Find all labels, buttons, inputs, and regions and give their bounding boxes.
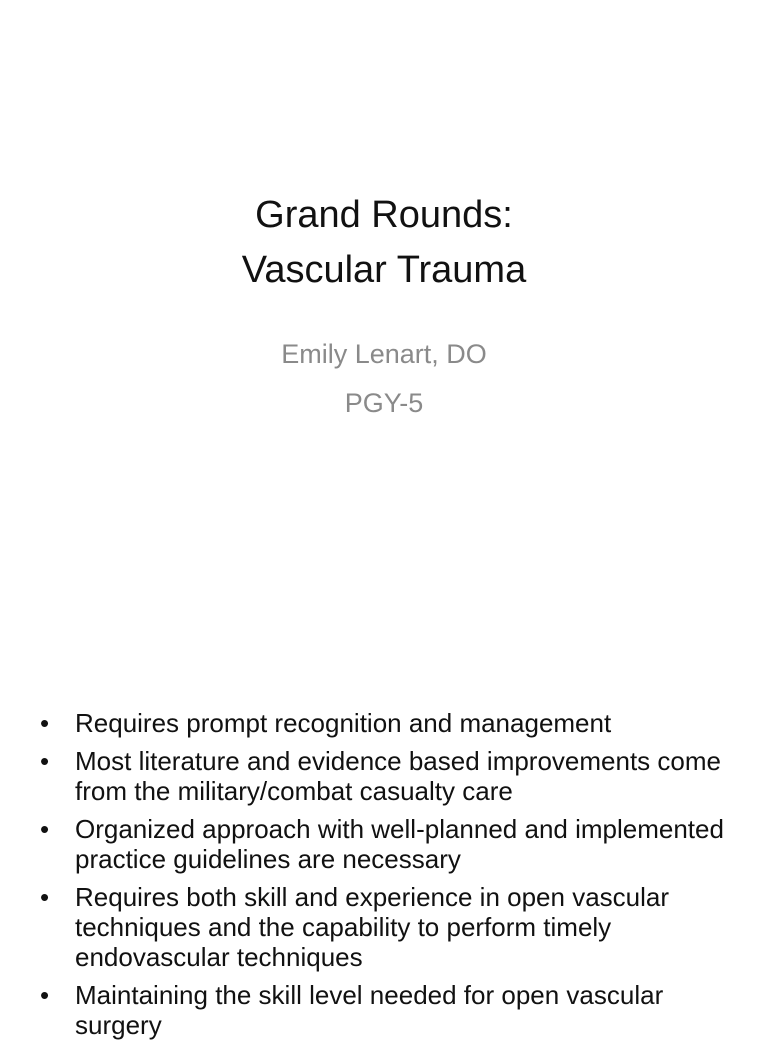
bullet-item xyxy=(40,882,740,972)
bullet-text: Requires prompt recognition and management xyxy=(75,708,612,738)
bullet-symbol: • xyxy=(40,746,50,776)
bullet-text: Organized approach with well-planned and implemented practice guidelines are necessary xyxy=(75,814,724,874)
bullet-text: Maintaining the skill level needed for open vascular surgery xyxy=(75,980,664,1040)
author-role: PGY-5 xyxy=(344,388,424,418)
bullet-item xyxy=(40,980,740,1040)
bullet-list xyxy=(40,708,740,1048)
bullet-item xyxy=(40,814,740,874)
title-line: Vascular Trauma xyxy=(241,249,527,291)
slide-title xyxy=(0,188,768,298)
bullet-text: Requires both skill and experience in open vascular techniques and the capability to perform timely endovascular techniques xyxy=(75,882,670,972)
slide-subtitle xyxy=(0,330,768,428)
bullet-symbol: • xyxy=(40,980,50,1010)
title-line: Grand Rounds: xyxy=(255,194,513,236)
bullet-text: Most literature and evidence based improvements come from the military/combat casualty care xyxy=(75,746,721,806)
bullet-item xyxy=(40,708,740,738)
bullet-symbol: • xyxy=(40,882,50,912)
author-name: Emily Lenart, DO xyxy=(281,339,487,369)
bullet-symbol: • xyxy=(40,708,50,738)
bullet-symbol: • xyxy=(40,814,50,844)
bullet-item xyxy=(40,746,740,806)
content-slide xyxy=(0,690,768,1040)
